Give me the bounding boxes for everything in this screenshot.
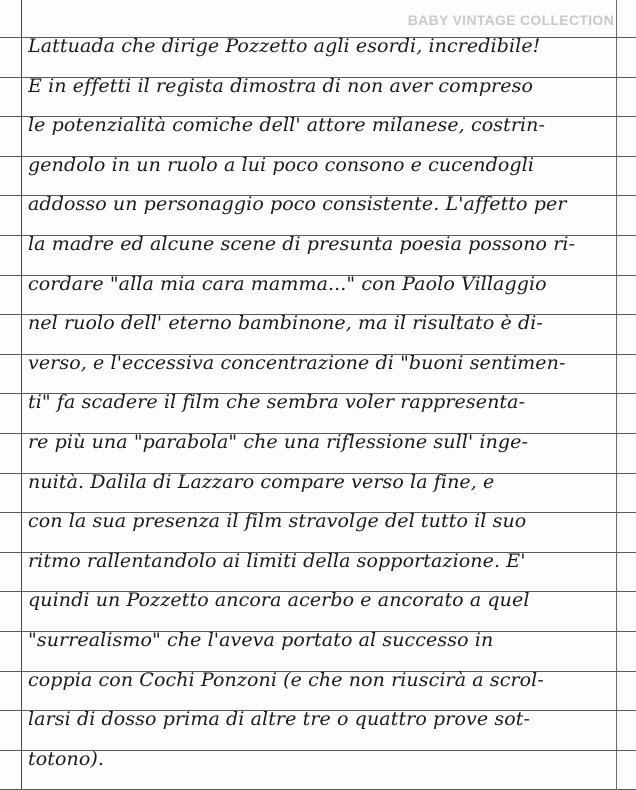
text-line: nel ruolo dell' eterno bambinone, ma il risultato è di- xyxy=(28,312,543,335)
text-line: ti" fa scadere il film che sembra voler rappresenta- xyxy=(28,391,526,414)
text-line: addosso un personaggio poco consistente. L'affetto per xyxy=(28,193,567,216)
text-line: la madre ed alcune scene di presunta poesia possono ri- xyxy=(28,233,576,255)
text-line: le potenzialità comiche dell' attore milanese, costrin- xyxy=(28,114,546,137)
text-line: quindi un Pozzetto ancora acerbo e ancorato a quel xyxy=(28,589,530,612)
text-line: coppia con Cochi Ponzoni (e che non riuscirà a scrol- xyxy=(28,668,544,691)
text-line: larsi di dosso prima di altre tre o quattro prove sot- xyxy=(28,708,530,731)
text-line: Lattuada che dirige Pozzetto agli esordi, incredibile! xyxy=(28,35,541,57)
text-line: "surrealismo" che l'aveva portato al successo in xyxy=(28,629,494,651)
text-line: cordare "alla mia cara mamma..." con Paolo Villaggio xyxy=(28,272,547,295)
watermark: BABY VINTAGE COLLECTION xyxy=(407,12,614,28)
text-line: E in effetti il regista dimostra di non aver compreso xyxy=(28,74,533,97)
text-line: re più una "parabola" che una riflessione sull' inge- xyxy=(28,431,529,453)
text-line: totono). xyxy=(28,747,105,770)
text-line: gendolo in un ruolo a lui poco consono e cucendogli xyxy=(28,153,535,176)
text-line: con la sua presenza il film stravolge del tutto il suo xyxy=(28,510,527,533)
text-line: verso, e l'eccessiva concentrazione di "buoni sentimen- xyxy=(28,351,566,374)
text-line: ritmo rallentandolo ai limiti della sopportazione. E' xyxy=(28,549,526,572)
text-line: nuità. Dalila di Lazzaro compare verso la fine, e xyxy=(28,470,495,493)
